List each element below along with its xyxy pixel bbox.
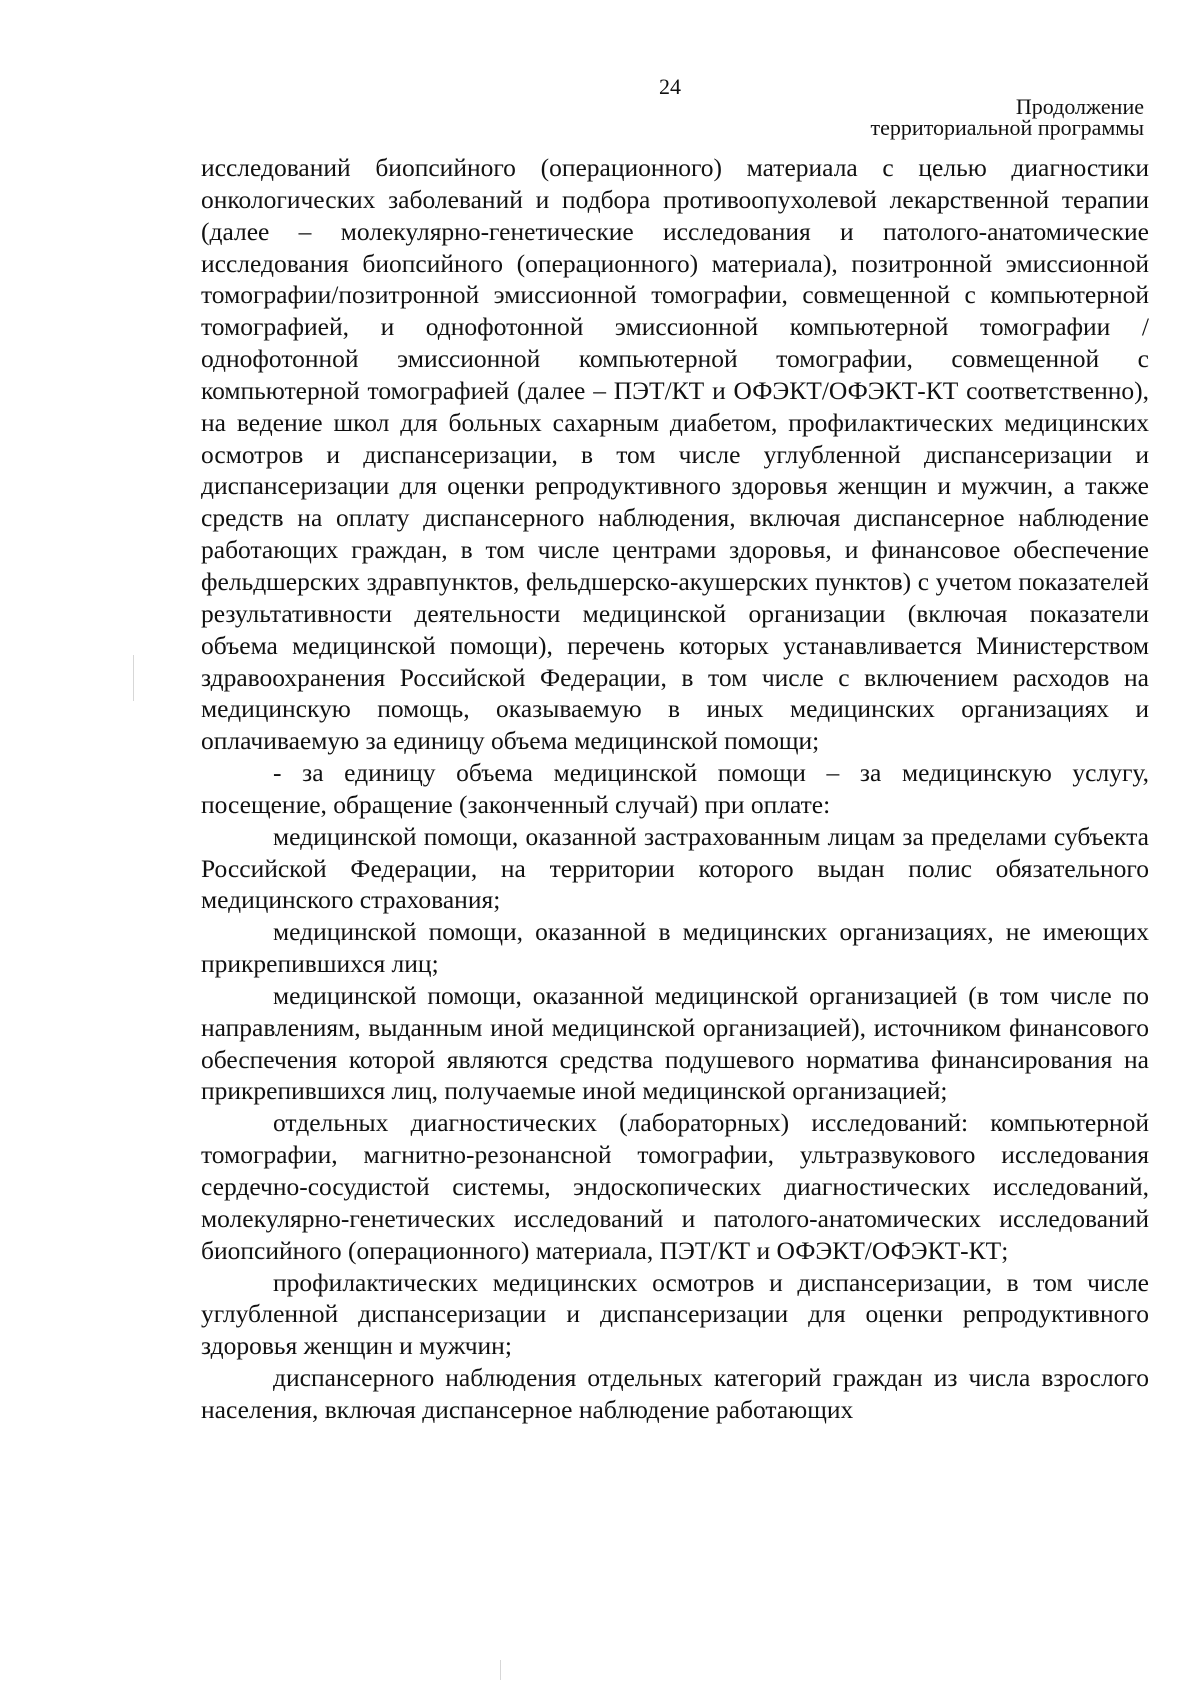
- document-body: [201, 152, 1149, 1426]
- scan-artifact-bottom: [500, 1660, 501, 1680]
- header-note-line-2: территориальной программы: [870, 115, 1144, 140]
- page-number: 24: [659, 74, 681, 99]
- paragraph-indented: медицинской помощи, оказанной в медицинских организациях, не имеющих прикрепившихся лиц;: [201, 917, 1149, 979]
- paragraph-indented: профилактических медицинских осмотров и диспансеризации, в том числе углубленной диспансеризации и диспансеризации для оценки репродуктивного здоровья женщин и мужчин;: [201, 1267, 1149, 1361]
- scan-artifact-left: [133, 655, 134, 701]
- paragraph-indented-final: диспансерного наблюдения отдельных категорий граждан из числа взрослого населения, включая диспансерное наблюдение работающих: [201, 1363, 1149, 1424]
- header-note-line-1: Продолжение: [1015, 94, 1144, 119]
- paragraph-dash-item: - за единицу объема медицинской помощи – за медицинскую услугу, посещение, обращение (законченный случай) при оплате:: [201, 758, 1149, 819]
- page-header-note: [871, 96, 1144, 138]
- paragraph-indented: отдельных диагностических (лабораторных) исследований: компьютерной томографии, магнитно-резонансной томографии, ультразвукового исследования сердечно-сосудистой системы, эндоскопических диагностических исследований, молекулярно-генетических исследований и патолого-анатомических исследований биопсийного (операционного) материала, ПЭТ/КТ и ОФЭКТ/ОФЭКТ-КТ;: [201, 1108, 1149, 1265]
- paragraph-indented: медицинской помощи, оказанной застрахованным лицам за пределами субъекта Российской Федерации, на территории которого выдан полис обязательного медицинского страхования;: [201, 821, 1149, 915]
- paragraph-indented: медицинской помощи, оказанной медицинской организацией (в том числе по направлениям, выданным иной медицинской организацией), источником финансового обеспечения которой являются средства подушевого норматива финансирования на прикрепившихся лиц, получаемые иной медицинской организацией;: [201, 980, 1149, 1106]
- paragraph-continuation: исследований биопсийного (операционного) материала с целью диагностики онкологических заболеваний и подбора противоопухолевой лекарственной терапии (далее – молекулярно-генетические исследования и патолого-анатомические исследования биопсийного (операционного) материала), позитронной эмиссионной томографии/позитронной эмиссионной томографии, совмещенной с компьютерной томографией, и однофотонной эмиссионной компьютерной томографии / однофотонной эмиссионной компьютерной томографии, совмещенной с компьютерной томографией (далее – ПЭТ/КТ и ОФЭКТ/ОФЭКТ-КТ соответственно), на ведение школ для больных сахарным диабетом, профилактических медицинских осмотров и диспансеризации, в том числе углубленной диспансеризации и диспансеризации для оценки репродуктивного здоровья женщин и мужчин, а также средств на оплату диспансерного наблюдения, включая диспансерное наблюдение работающих граждан, в том числе центрами здоровья, и финансовое обеспечение фельдшерских здравпунктов, фельдшерско-акушерских пунктов) с учетом показателей результативности деятельности медицинской организации (включая показатели объема медицинской помощи), перечень которых устанавливается Министерством здравоохранения Российской Федерации, в том числе с включением расходов на медицинскую помощь, оказываемую в иных медицинских организациях и оплачиваемую за единицу объема медицинской помощи;: [201, 153, 1149, 756]
